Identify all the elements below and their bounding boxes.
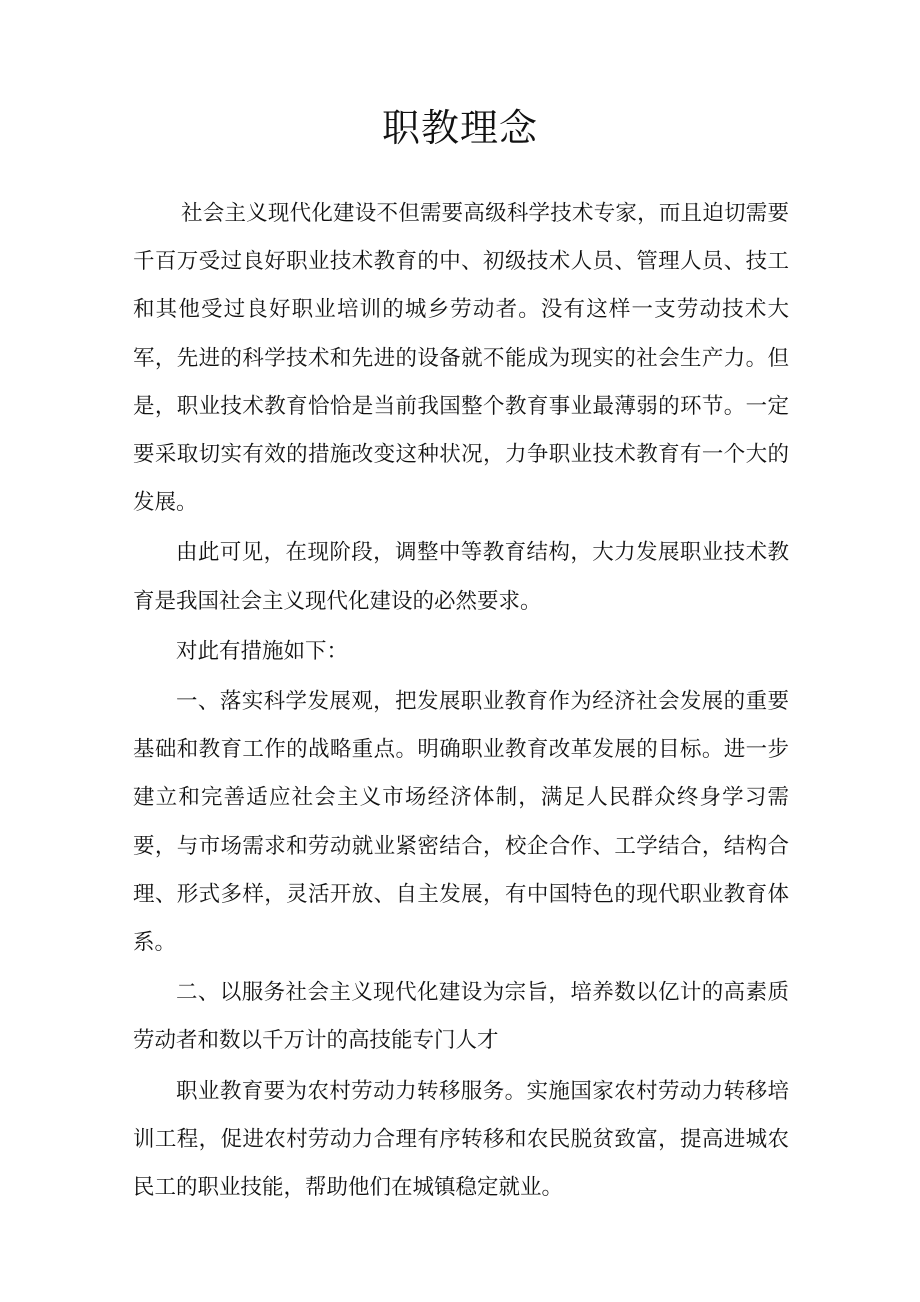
paragraph-measure-two: 二、以服务社会主义现代化建设为宗旨，培养数以亿计的高素质劳动者和数以千万计的高技能专门人才 [133,980,789,1054]
paragraph-rural-labor: 职业教育要为农村劳动力转移服务。实施国家农村劳动力转移培训工程，促进农村劳动力合理有序转移和农民脱贫致富，提高进城农民工的职业技能，帮助他们在城镇稳定就业。 [133,1078,789,1201]
paragraph-intro: 社会主义现代化建设不但需要高级科学技术专家，而且迫切需要千百万受过良好职业技术教育的中、初级技术人员、管理人员、技工和其他受过良好职业培训的城乡劳动者。没有这样一支劳动技术大军，先进的科学技术和先进的设备就不能成为现实的社会生产力。但是，职业技术教育恰恰是当前我国整个教育事业最薄弱的环节。一定要采取切实有效的措施改变这种状况，力争职业技术教育有一个大的发展。 [133,201,789,516]
document-title: 职教理念 [381,106,538,150]
paragraph-conclusion: 由此可见，在现阶段，调整中等教育结构，大力发展职业技术教育是我国社会主义现代化建设的必然要求。 [133,540,789,614]
paragraph-measures-heading: 对此有措施如下： [176,638,349,664]
document-body [133,190,789,1214]
paragraph-measure-one: 一、落实科学发展观，把发展职业教育作为经济社会发展的重要基础和教育工作的战略重点。明确职业教育改革发展的目标。进一步建立和完善适应社会主义市场经济体制，满足人民群众终身学习需要，与市场需求和劳动就业紧密结合，校企合作、工学结合，结构合理、形式多样，灵活开放、自主发展，有中国特色的现代职业教育体系。 [133,689,789,956]
